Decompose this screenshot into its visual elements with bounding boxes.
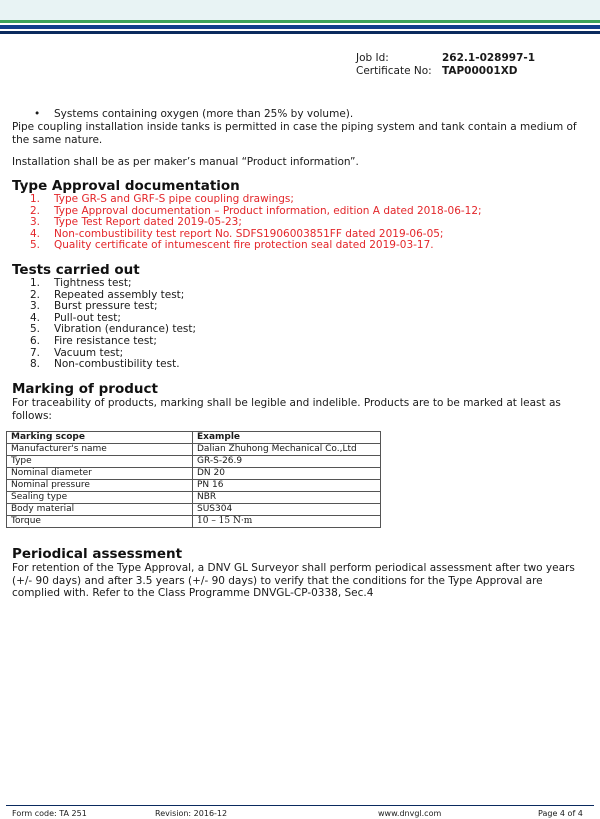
table-row bbox=[7, 480, 381, 492]
column-header: Example bbox=[193, 432, 381, 444]
type-approval-item bbox=[30, 194, 482, 206]
installation-paragraph: Pipe coupling installation inside tanks is permitted in case the piping system and tank contain a medium of the same nature. bbox=[12, 121, 577, 146]
table-row bbox=[7, 492, 381, 504]
example-cell: SUS304 bbox=[193, 504, 381, 516]
column-header: Marking scope bbox=[7, 432, 193, 444]
test-item-text: Burst pressure test; bbox=[54, 300, 158, 313]
bullet-dot-icon: • bbox=[34, 108, 41, 120]
certificate-value: TAP00001XD bbox=[442, 65, 518, 77]
stripe-light bbox=[0, 0, 600, 20]
marking-heading: Marking of product bbox=[12, 381, 158, 397]
test-item-number: 5. bbox=[30, 323, 41, 336]
website: www.dnvgl.com bbox=[378, 809, 442, 818]
test-item-number: 1. bbox=[30, 277, 41, 289]
example-cell: GR-S-26.9 bbox=[193, 456, 381, 468]
footer-divider bbox=[6, 805, 594, 806]
type-approval-list bbox=[30, 194, 482, 252]
job-id-label: Job Id: bbox=[356, 52, 389, 64]
example-cell: DN 20 bbox=[193, 468, 381, 480]
type-approval-item bbox=[30, 240, 482, 252]
marking-scope-cell: Type bbox=[7, 456, 193, 468]
test-item-number: 8. bbox=[30, 358, 41, 371]
type-approval-item-text: Non-combustibility test report No. SDFS1906003851FF dated 2019-06-05; bbox=[54, 227, 444, 240]
oxygen-bullet-text: Systems containing oxygen (more than 25% by volume). bbox=[54, 108, 354, 120]
test-item-text: Vibration (endurance) test; bbox=[54, 323, 197, 336]
stripe-navy bbox=[0, 31, 600, 34]
marking-table bbox=[6, 431, 381, 528]
example-cell: Dalian Zhuhong Mechanical Co.,Ltd bbox=[193, 444, 381, 456]
marking-scope-cell: Nominal diameter bbox=[7, 468, 193, 480]
type-approval-item-number: 5. bbox=[30, 239, 41, 252]
periodical-heading: Periodical assessment bbox=[12, 546, 183, 562]
test-item-text: Vacuum test; bbox=[54, 346, 124, 359]
table-row bbox=[7, 468, 381, 480]
type-approval-item-text: Type Test Report dated 2019-05-23; bbox=[54, 216, 242, 229]
type-approval-item-text: Type GR-S and GRF-S pipe coupling drawings; bbox=[54, 193, 294, 205]
test-item-number: 4. bbox=[30, 311, 41, 324]
marking-scope-cell: Nominal pressure bbox=[7, 480, 193, 492]
type-approval-item-text: Type Approval documentation – Product information, edition A dated 2018-06-12; bbox=[54, 204, 482, 217]
test-item-text: Repeated assembly test; bbox=[54, 288, 185, 301]
test-item bbox=[30, 278, 196, 290]
table-row bbox=[7, 504, 381, 516]
marking-scope-cell: Torque bbox=[7, 516, 193, 528]
marking-scope-cell: Manufacturer's name bbox=[7, 444, 193, 456]
marking-scope-cell: Sealing type bbox=[7, 492, 193, 504]
test-item bbox=[30, 336, 196, 348]
tests-list bbox=[30, 278, 196, 371]
revision: Revision: 2016-12 bbox=[155, 809, 228, 818]
test-item-number: 3. bbox=[30, 300, 41, 313]
page-number: Page 4 of 4 bbox=[538, 809, 583, 818]
type-approval-heading: Type Approval documentation bbox=[12, 178, 240, 194]
example-cell: PN 16 bbox=[193, 480, 381, 492]
marking-paragraph: For traceability of products, marking shall be legible and indelible. Products are to be marked at least as follows: bbox=[12, 397, 561, 422]
example-cell: 10 – 15 N·m bbox=[193, 516, 381, 528]
example-cell: NBR bbox=[193, 492, 381, 504]
test-item-text: Fire resistance test; bbox=[54, 334, 157, 347]
table-row bbox=[7, 456, 381, 468]
test-item bbox=[30, 359, 196, 371]
job-id-value: 262.1-028997-1 bbox=[442, 52, 536, 64]
marking-scope-cell: Body material bbox=[7, 504, 193, 516]
test-item-number: 7. bbox=[30, 346, 41, 359]
type-approval-item-number: 3. bbox=[30, 216, 41, 229]
table-row bbox=[7, 516, 381, 528]
header-stripes bbox=[0, 0, 600, 36]
tests-heading: Tests carried out bbox=[12, 262, 140, 278]
oxygen-bullet bbox=[34, 108, 353, 121]
periodical-paragraph: For retention of the Type Approval, a DNV GL Surveyor shall perform periodical assessment after two years (+/- 90 days) and after 3.5 years (+/- 90 days) to verify that the conditions for the Type Approval are complied with. Refer to the Class Programme DNVGL-CP-0338, Sec.4 bbox=[12, 562, 575, 599]
type-approval-item-number: 2. bbox=[30, 204, 41, 217]
test-item-number: 2. bbox=[30, 288, 41, 301]
table-header-row bbox=[7, 432, 381, 444]
test-item-text: Non-combustibility test. bbox=[54, 358, 180, 371]
test-item-number: 6. bbox=[30, 334, 41, 347]
test-item-text: Tightness test; bbox=[54, 277, 132, 289]
certificate-label: Certificate No: bbox=[356, 65, 432, 77]
type-approval-item-number: 4. bbox=[30, 227, 41, 240]
installation-manual-paragraph: Installation shall be as per maker’s manual “Product information”. bbox=[12, 156, 359, 168]
certificate-header bbox=[356, 52, 535, 78]
type-approval-item-text: Quality certificate of intumescent fire protection seal dated 2019-03-17. bbox=[54, 239, 434, 252]
test-item-text: Pull-out test; bbox=[54, 311, 121, 324]
type-approval-item-number: 1. bbox=[30, 193, 41, 205]
table-row bbox=[7, 444, 381, 456]
form-code: Form code: TA 251 bbox=[12, 809, 87, 818]
